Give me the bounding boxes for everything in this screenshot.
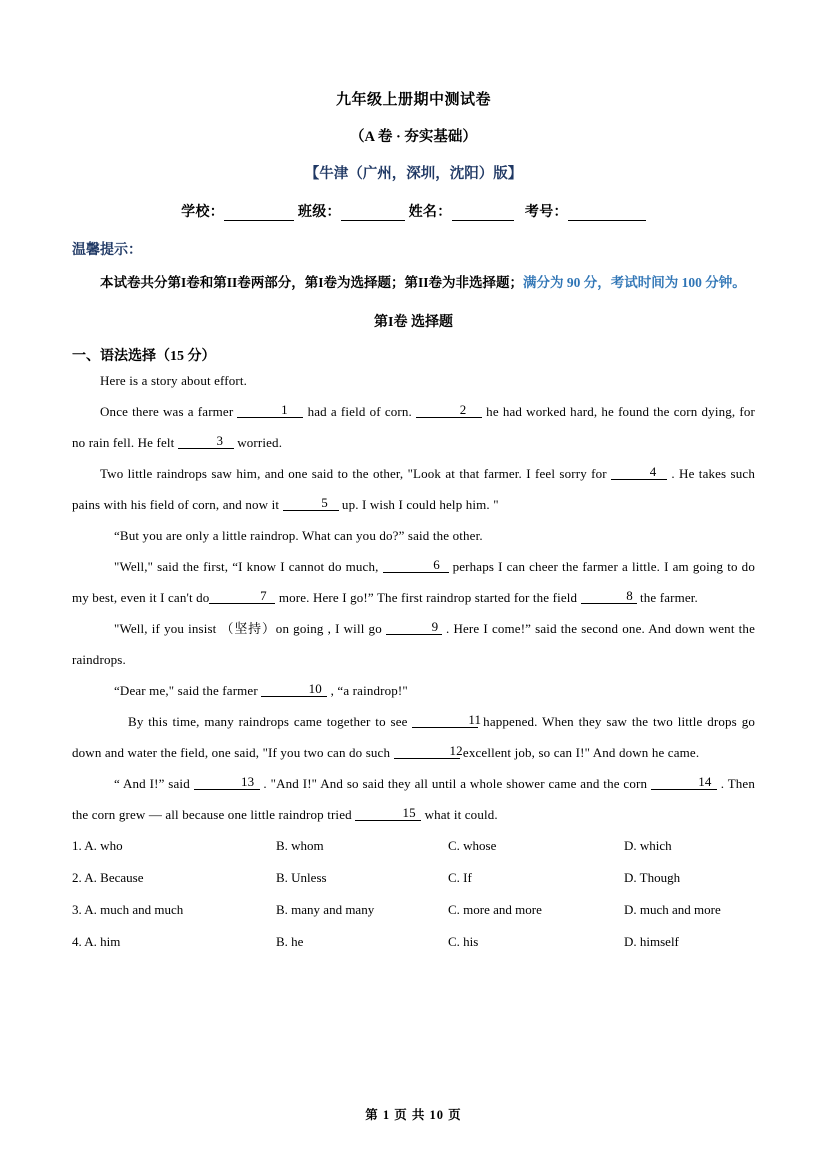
passage-text: “ And I!” said: [114, 776, 194, 791]
passage-text: By this time, many raindrops came together to see: [128, 714, 413, 729]
name-field-blank[interactable]: [452, 220, 514, 221]
school-field-blank[interactable]: [224, 220, 294, 221]
passage-text: "Well," said the first, “I know I cannot do much,: [114, 559, 383, 574]
option-d[interactable]: D. himself: [624, 934, 679, 949]
option-d[interactable]: D. which: [624, 838, 672, 853]
exam-id-field-label: 考号：: [524, 205, 568, 220]
passage-text: worried.: [233, 435, 283, 450]
passage-text: , “a raindrop!": [327, 683, 408, 698]
blank-12[interactable]: 12: [394, 744, 460, 759]
passage-paragraph-7: [72, 675, 755, 706]
passage-paragraph-9: [72, 768, 755, 830]
blank-9[interactable]: 9: [386, 620, 442, 635]
name-field-label: 姓名：: [408, 205, 452, 220]
passage-text: “Dear me," said the farmer: [114, 683, 262, 698]
passage-text: had a field of corn.: [303, 404, 417, 419]
option-d[interactable]: D. Though: [624, 870, 681, 885]
passage-paragraph-4: “But you are only a little raindrop. What can you do?” said the other.: [114, 528, 483, 543]
blank-10[interactable]: 10: [261, 682, 327, 697]
passage-text: . He takes such pains with his field of corn, and now it: [72, 466, 755, 512]
passage-paragraph-8: [72, 706, 755, 768]
class-field-label: 班级：: [297, 205, 341, 220]
passage-text: more. Here I go!” The first raindrop started for the field: [275, 590, 581, 605]
school-field-label: 学校：: [181, 205, 225, 220]
passage-paragraph-2: [72, 396, 755, 458]
tips-body-text: 本试卷共分第I卷和第II卷两部分，第I卷为选择题；第II卷为非选择题；: [100, 275, 524, 290]
option-a[interactable]: [72, 926, 276, 958]
question-number: 1.: [72, 838, 82, 853]
passage-paragraph-5: [72, 551, 755, 613]
question-number: 3.: [72, 902, 82, 917]
question-row: [72, 894, 755, 926]
blank-11[interactable]: 11: [412, 713, 478, 728]
passage-text: Two little raindrops saw him, and one said to the other, "Look at that farmer. I feel sorry for: [100, 466, 612, 481]
tips-body: [72, 269, 755, 297]
tips-body-highlight: 满分为 90 分，考试时间为 100 分钟。: [523, 275, 746, 290]
question-number: 4.: [72, 934, 82, 949]
option-d[interactable]: D. much and more: [624, 902, 721, 917]
option-b[interactable]: B. Unless: [276, 870, 327, 885]
passage-text: "Well, if you insist （坚持）on going , I will go: [114, 621, 386, 636]
passage-text: Once there was a farmer: [100, 404, 238, 419]
option-c[interactable]: C. more and more: [448, 902, 542, 917]
question-row: [72, 926, 755, 958]
page-title: 九年级上册期中测试卷: [335, 92, 491, 108]
blank-15[interactable]: 15: [355, 806, 421, 821]
question-row: [72, 830, 755, 862]
option-a[interactable]: [72, 894, 276, 926]
tips-heading: 温馨提示：: [72, 243, 142, 258]
passage-text: the farmer.: [636, 590, 698, 605]
blank-7[interactable]: 7: [209, 589, 275, 604]
blank-8[interactable]: 8: [581, 589, 637, 604]
blank-14[interactable]: 14: [651, 775, 717, 790]
passage-text: . Then the corn grew — all because one little raindrop tried: [72, 776, 756, 822]
option-c[interactable]: C. whose: [448, 838, 497, 853]
option-a[interactable]: [72, 830, 276, 862]
exam-id-field-blank[interactable]: [568, 220, 646, 221]
class-field-blank[interactable]: [341, 220, 405, 221]
passage-text: what it could.: [421, 807, 498, 822]
blank-6[interactable]: 6: [383, 558, 449, 573]
passage-paragraph-6: [72, 613, 755, 675]
option-b[interactable]: B. he: [276, 934, 304, 949]
question-row: [72, 862, 755, 894]
document-subtitle: （A 卷 · 夯实基础）: [350, 129, 477, 145]
title-block: [72, 88, 755, 183]
question-number: 2.: [72, 870, 82, 885]
passage-paragraph-1: Here is a story about effort.: [100, 373, 248, 388]
part-one-title: 第I卷 选择题: [374, 315, 453, 330]
passage-text: up. I wish I could help him. ": [338, 497, 499, 512]
option-b[interactable]: B. many and many: [276, 902, 375, 917]
blank-13[interactable]: 13: [194, 775, 260, 790]
option-b[interactable]: B. whom: [276, 838, 324, 853]
option-a-label: A. him: [84, 934, 121, 949]
section-one-heading: 一、语法选择（15 分）: [72, 349, 216, 364]
student-info-line: [72, 201, 755, 221]
blank-4[interactable]: 4: [611, 465, 667, 480]
passage-text: happened. When they saw the two little drops go down and water the field, one said, "If you two can do such: [72, 714, 755, 760]
document-version: 【牛津（广州，深圳，沈阳）版】: [304, 166, 523, 182]
option-c[interactable]: C. If: [448, 870, 472, 885]
passage-paragraph-3: [72, 458, 755, 520]
passage-text: perhaps I can cheer the farmer a little. I am going to do my best, even it I can't do: [72, 559, 755, 605]
blank-3[interactable]: 3: [178, 434, 234, 449]
passage-text: excellent job, so can I!" And down he came.: [459, 745, 700, 760]
option-a-label: A. who: [84, 838, 123, 853]
page-footer: 第 1 页 共 10 页: [365, 1108, 462, 1122]
passage-text: he had worked hard, he found the corn dying, for no rain fell. He felt: [72, 404, 756, 450]
passage-text: . Here I come!” said the second one. And down went the raindrops.: [72, 621, 755, 667]
option-a-label: A. much and much: [84, 902, 184, 917]
option-a[interactable]: [72, 862, 276, 894]
passage-text: . "And I!" And so said they all until a whole shower came and the corn: [259, 776, 651, 791]
blank-5[interactable]: 5: [283, 496, 339, 511]
blank-2[interactable]: 2: [416, 403, 482, 418]
option-c[interactable]: C. his: [448, 934, 479, 949]
option-a-label: A. Because: [84, 870, 144, 885]
blank-1[interactable]: 1: [237, 403, 303, 418]
